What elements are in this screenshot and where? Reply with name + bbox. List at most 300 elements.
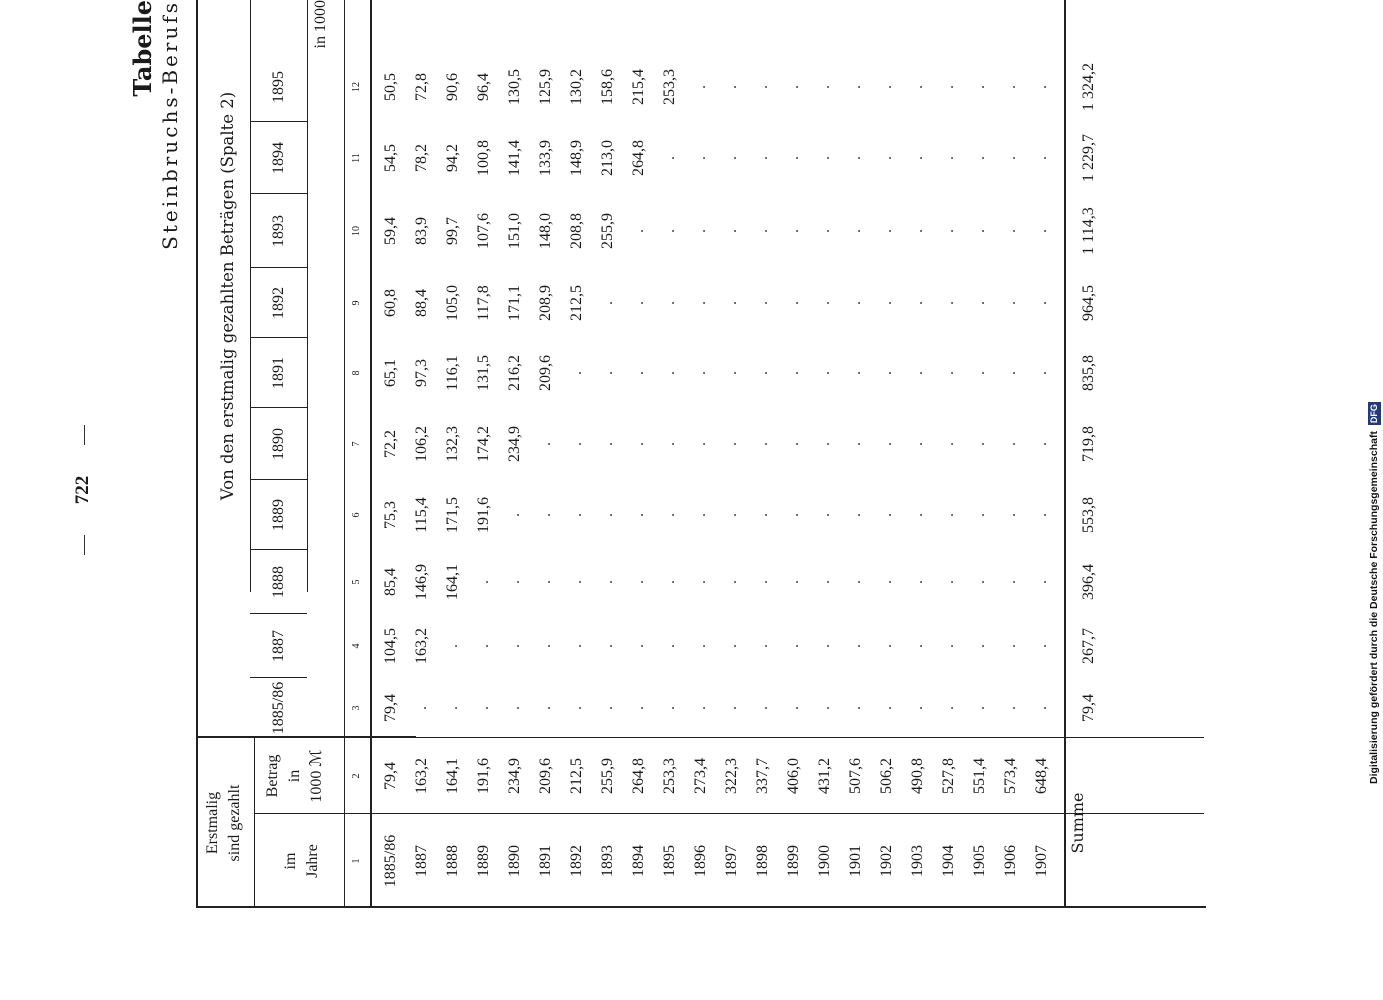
- empty-cell-dot: .: [940, 301, 957, 305]
- row-amount: 209,6: [537, 758, 554, 794]
- table-cell: 60,8: [382, 289, 399, 317]
- empty-cell-dot: .: [630, 229, 647, 233]
- empty-cell-dot: .: [537, 442, 554, 446]
- empty-cell-dot: .: [599, 513, 616, 517]
- row-year: 1899: [785, 845, 802, 877]
- table-cell: 208,9: [537, 285, 554, 321]
- table-cell: 100,8: [475, 140, 492, 176]
- table-cell: 97,3: [413, 359, 430, 387]
- year-column-rule: [250, 193, 307, 194]
- row-year: 1897: [723, 845, 740, 877]
- empty-cell-dot: .: [661, 442, 678, 446]
- empty-cell-dot: .: [692, 644, 709, 648]
- row-amount: 506,2: [878, 758, 895, 794]
- header-erstmalig: Erstmalig: [204, 791, 221, 855]
- table-cell: 208,8: [568, 213, 585, 249]
- row-amount: 431,2: [816, 758, 833, 794]
- empty-cell-dot: .: [568, 513, 585, 517]
- empty-cell-dot: .: [692, 706, 709, 710]
- empty-cell-dot: .: [1033, 301, 1050, 305]
- header-in: in: [286, 769, 303, 783]
- table-cell: 96,4: [475, 73, 492, 101]
- column-number: 9: [351, 300, 362, 306]
- row-year: 1901: [847, 845, 864, 877]
- empty-cell-dot: .: [1002, 580, 1019, 584]
- empty-cell-dot: .: [568, 706, 585, 710]
- table-cell: 65,1: [382, 359, 399, 387]
- table-cell: 255,9: [599, 213, 616, 249]
- year-column-rule: [250, 121, 307, 122]
- empty-cell-dot: .: [537, 513, 554, 517]
- empty-cell-dot: .: [537, 644, 554, 648]
- column-number: 10: [351, 226, 362, 236]
- empty-cell-dot: .: [413, 706, 430, 710]
- row-amount: 253,3: [661, 758, 678, 794]
- row-year: 1891: [537, 845, 554, 877]
- empty-cell-dot: .: [568, 580, 585, 584]
- empty-cell-dot: .: [475, 580, 492, 584]
- row-year: 1900: [816, 845, 833, 877]
- row-year: 1907: [1033, 845, 1050, 877]
- row-year: 1894: [630, 845, 647, 877]
- sum-cell: 553,8: [1080, 497, 1097, 533]
- empty-cell-dot: .: [940, 229, 957, 233]
- empty-cell-dot: .: [847, 156, 864, 160]
- row-year: 1892: [568, 845, 585, 877]
- empty-cell-dot: .: [878, 580, 895, 584]
- empty-cell-dot: .: [1002, 301, 1019, 305]
- empty-cell-dot: .: [1033, 229, 1050, 233]
- empty-cell-dot: .: [785, 513, 802, 517]
- empty-cell-dot: .: [692, 301, 709, 305]
- empty-cell-dot: .: [568, 371, 585, 375]
- empty-cell-dot: .: [847, 644, 864, 648]
- row-amount: 573,4: [1002, 758, 1019, 794]
- empty-cell-dot: .: [847, 706, 864, 710]
- row-amount: 490,8: [909, 758, 926, 794]
- empty-cell-dot: .: [878, 85, 895, 89]
- table-cell: 130,2: [568, 69, 585, 105]
- row-year: 1898: [754, 845, 771, 877]
- table-cell: 130,5: [506, 69, 523, 105]
- dfg-note-text: Digitalisierung gefördert durch die Deutsche Forschungsgemeinschaft: [1368, 431, 1380, 784]
- empty-cell-dot: .: [847, 85, 864, 89]
- empty-cell-dot: .: [971, 580, 988, 584]
- empty-cell-dot: .: [878, 706, 895, 710]
- table-subtitle: Steinbruchs-Berufs: [158, 0, 182, 250]
- table-cell: 141,4: [506, 140, 523, 176]
- empty-cell-dot: .: [816, 513, 833, 517]
- row-year: 1905: [971, 845, 988, 877]
- table-top-rule: [196, 0, 198, 908]
- row-year: 1904: [940, 845, 957, 877]
- year-column-header: 1894: [270, 142, 287, 174]
- empty-cell-dot: .: [971, 644, 988, 648]
- table-cell: 133,9: [537, 140, 554, 176]
- row-amount: 551,4: [971, 758, 988, 794]
- table-cell: 72,2: [382, 430, 399, 458]
- table-cell: 59,4: [382, 217, 399, 245]
- table-cell: 115,4: [413, 497, 430, 533]
- table-cell: 125,9: [537, 69, 554, 105]
- sum-cell: 1 229,7: [1080, 134, 1097, 182]
- empty-cell-dot: .: [940, 513, 957, 517]
- empty-cell-dot: .: [506, 580, 523, 584]
- column-number: 2: [351, 773, 362, 779]
- empty-cell-dot: .: [723, 580, 740, 584]
- empty-cell-dot: .: [971, 85, 988, 89]
- year-column-header: 1891: [270, 357, 287, 389]
- empty-cell-dot: .: [506, 644, 523, 648]
- empty-cell-dot: .: [785, 644, 802, 648]
- header-jahre: Jahre: [304, 844, 321, 878]
- empty-cell-dot: .: [1033, 513, 1050, 517]
- empty-cell-dot: .: [816, 156, 833, 160]
- empty-cell-dot: .: [475, 644, 492, 648]
- row-amount: 163,2: [413, 758, 430, 794]
- table-cell: 85,4: [382, 568, 399, 596]
- empty-cell-dot: .: [847, 371, 864, 375]
- empty-cell-dot: .: [909, 580, 926, 584]
- empty-cell-dot: .: [1002, 644, 1019, 648]
- empty-cell-dot: .: [816, 229, 833, 233]
- table-cell: 83,9: [413, 217, 430, 245]
- row-year: 1893: [599, 845, 616, 877]
- empty-cell-dot: .: [630, 513, 647, 517]
- row-year: 1903: [909, 845, 926, 877]
- sum-cell: 719,8: [1080, 426, 1097, 462]
- empty-cell-dot: .: [754, 442, 771, 446]
- empty-cell-dot: .: [785, 580, 802, 584]
- empty-cell-dot: .: [1002, 442, 1019, 446]
- table-cell: 151,0: [506, 213, 523, 249]
- empty-cell-dot: .: [1002, 85, 1019, 89]
- table-cell: 131,5: [475, 355, 492, 391]
- table-cell: 171,5: [444, 497, 461, 533]
- sum-cell: 267,7: [1080, 628, 1097, 664]
- table-cell: 234,9: [506, 426, 523, 462]
- row-amount: 255,9: [599, 758, 616, 794]
- row-amount: 191,6: [475, 758, 492, 794]
- page-number-dash-left: [84, 535, 85, 555]
- empty-cell-dot: .: [723, 442, 740, 446]
- empty-cell-dot: .: [723, 156, 740, 160]
- empty-cell-dot: .: [661, 513, 678, 517]
- empty-cell-dot: .: [878, 371, 895, 375]
- empty-cell-dot: .: [723, 706, 740, 710]
- year-column-header: 1895: [270, 71, 287, 103]
- empty-cell-dot: .: [878, 156, 895, 160]
- empty-cell-dot: .: [723, 229, 740, 233]
- empty-cell-dot: .: [754, 85, 771, 89]
- empty-cell-dot: .: [816, 442, 833, 446]
- year-header-bottom-rule: [307, 0, 308, 592]
- table-cell: 215,4: [630, 69, 647, 105]
- table-cell: 105,0: [444, 285, 461, 321]
- empty-cell-dot: .: [692, 580, 709, 584]
- row-year: 1885/86: [382, 834, 399, 888]
- empty-cell-dot: .: [878, 442, 895, 446]
- sum-cell: 1 114,3: [1080, 207, 1097, 255]
- row-amount: 79,4: [382, 762, 399, 790]
- empty-cell-dot: .: [940, 442, 957, 446]
- empty-cell-dot: .: [506, 706, 523, 710]
- year-column-header: 1885/86: [270, 681, 287, 735]
- column-number: 12: [351, 82, 362, 92]
- empty-cell-dot: .: [878, 513, 895, 517]
- empty-cell-dot: .: [1033, 644, 1050, 648]
- column-number: 7: [351, 441, 362, 447]
- empty-cell-dot: .: [878, 301, 895, 305]
- empty-cell-dot: .: [909, 706, 926, 710]
- empty-cell-dot: .: [1002, 156, 1019, 160]
- empty-cell-dot: .: [599, 644, 616, 648]
- year-column-rule: [250, 407, 307, 408]
- empty-cell-dot: .: [630, 301, 647, 305]
- empty-cell-dot: .: [940, 644, 957, 648]
- empty-cell-dot: .: [754, 371, 771, 375]
- empty-cell-dot: .: [661, 156, 678, 160]
- empty-cell-dot: .: [661, 301, 678, 305]
- table-cell: 148,0: [537, 213, 554, 249]
- table-cell: 78,2: [413, 144, 430, 172]
- sum-top-rule: [1064, 0, 1066, 908]
- sum-cell: 1 324,2: [1080, 63, 1097, 111]
- sum-cell: 964,5: [1080, 285, 1097, 321]
- table-cell: 50,5: [382, 73, 399, 101]
- empty-cell-dot: .: [1033, 85, 1050, 89]
- table-cell: 164,1: [444, 564, 461, 600]
- empty-cell-dot: .: [909, 301, 926, 305]
- table-cell: 264,8: [630, 140, 647, 176]
- table-cell: 171,1: [506, 285, 523, 321]
- year-column-rule: [250, 267, 307, 268]
- year-column-header: 1889: [270, 499, 287, 531]
- empty-cell-dot: .: [723, 644, 740, 648]
- empty-cell-dot: .: [754, 644, 771, 648]
- empty-cell-dot: .: [878, 229, 895, 233]
- empty-cell-dot: .: [599, 580, 616, 584]
- empty-cell-dot: .: [909, 371, 926, 375]
- column-number: 4: [351, 643, 362, 649]
- empty-cell-dot: .: [692, 229, 709, 233]
- table-cell: 213,0: [599, 140, 616, 176]
- year-header-top-rule: [250, 0, 251, 592]
- empty-cell-dot: .: [816, 301, 833, 305]
- empty-cell-dot: .: [723, 85, 740, 89]
- empty-cell-dot: .: [475, 706, 492, 710]
- empty-cell-dot: .: [940, 371, 957, 375]
- column-number: 3: [351, 705, 362, 711]
- empty-cell-dot: .: [940, 706, 957, 710]
- year-column-header: 1888: [270, 566, 287, 598]
- empty-cell-dot: .: [692, 371, 709, 375]
- table-cell: 94,2: [444, 144, 461, 172]
- empty-cell-dot: .: [599, 371, 616, 375]
- header-bottom-rule: [370, 0, 372, 908]
- header-sind-gezahlt: sind gezahlt: [226, 784, 243, 862]
- empty-cell-dot: .: [599, 706, 616, 710]
- empty-cell-dot: .: [754, 580, 771, 584]
- table-cell: 75,3: [382, 501, 399, 529]
- table-cell: 174,2: [475, 426, 492, 462]
- table-cell: 116,1: [444, 355, 461, 391]
- empty-cell-dot: .: [909, 442, 926, 446]
- empty-cell-dot: .: [1002, 371, 1019, 375]
- empty-cell-dot: .: [909, 156, 926, 160]
- empty-cell-dot: .: [692, 85, 709, 89]
- row-amount: 507,6: [847, 758, 864, 794]
- table-cell: 158,6: [599, 69, 616, 105]
- empty-cell-dot: .: [1033, 442, 1050, 446]
- row-year: 1902: [878, 845, 895, 877]
- table-cell: 117,8: [475, 285, 492, 321]
- empty-cell-dot: .: [1002, 229, 1019, 233]
- column-number: 1: [351, 858, 362, 864]
- table-cell: 163,2: [413, 628, 430, 664]
- empty-cell-dot: .: [785, 371, 802, 375]
- empty-cell-dot: .: [444, 644, 461, 648]
- table-title: Tabelle: [128, 0, 157, 97]
- empty-cell-dot: .: [661, 706, 678, 710]
- row-amount: 322,3: [723, 758, 740, 794]
- year-column-rule: [250, 479, 307, 480]
- table-cell: 54,5: [382, 144, 399, 172]
- empty-cell-dot: .: [940, 156, 957, 160]
- table-cell: 216,2: [506, 355, 523, 391]
- empty-cell-dot: .: [630, 371, 647, 375]
- table-cell: 209,6: [537, 355, 554, 391]
- column-number: 5: [351, 579, 362, 585]
- table-cell: 106,2: [413, 426, 430, 462]
- empty-cell-dot: .: [847, 513, 864, 517]
- row-year: 1896: [692, 845, 709, 877]
- table-cell: 88,4: [413, 289, 430, 317]
- empty-cell-dot: .: [754, 229, 771, 233]
- sum-cell: 835,8: [1080, 355, 1097, 391]
- row-year: 1889: [475, 845, 492, 877]
- column-number: 8: [351, 370, 362, 376]
- row-amount: 264,8: [630, 758, 647, 794]
- row-amount: 406,0: [785, 758, 802, 794]
- table-cell: 146,9: [413, 564, 430, 600]
- year-column-header: 1890: [270, 428, 287, 460]
- year-column-rule: [250, 549, 307, 550]
- row-amount: 234,9: [506, 758, 523, 794]
- empty-cell-dot: .: [909, 644, 926, 648]
- empty-cell-dot: .: [971, 156, 988, 160]
- column-number-rule: [344, 0, 345, 908]
- empty-cell-dot: .: [630, 706, 647, 710]
- empty-cell-dot: .: [661, 229, 678, 233]
- left-header-rule: [254, 738, 255, 908]
- empty-cell-dot: .: [506, 513, 523, 517]
- empty-cell-dot: .: [630, 644, 647, 648]
- empty-cell-dot: .: [630, 442, 647, 446]
- empty-cell-dot: .: [816, 706, 833, 710]
- group-header: Von den erstmalig gezahlten Beträgen (Spalte 2): [218, 91, 237, 501]
- empty-cell-dot: .: [537, 580, 554, 584]
- empty-cell-dot: .: [1002, 513, 1019, 517]
- page-number-dash-right: [84, 425, 85, 445]
- empty-cell-dot: .: [661, 580, 678, 584]
- unit-note: in 1000: [312, 0, 329, 49]
- header-betrag: Betrag: [264, 754, 281, 798]
- row-amount: 212,5: [568, 758, 585, 794]
- sum-cell: 79,4: [1080, 694, 1097, 722]
- empty-cell-dot: .: [754, 301, 771, 305]
- empty-cell-dot: .: [1033, 371, 1050, 375]
- empty-cell-dot: .: [661, 371, 678, 375]
- row-amount: 337,7: [754, 758, 771, 794]
- row-year: 1890: [506, 845, 523, 877]
- row-year: 1888: [444, 845, 461, 877]
- empty-cell-dot: .: [568, 644, 585, 648]
- empty-cell-dot: .: [909, 229, 926, 233]
- empty-cell-dot: .: [723, 513, 740, 517]
- dfg-logo: DFG: [1369, 404, 1379, 424]
- table-cell: 72,8: [413, 73, 430, 101]
- row-year: 1906: [1002, 845, 1019, 877]
- empty-cell-dot: .: [1033, 706, 1050, 710]
- empty-cell-dot: .: [971, 301, 988, 305]
- empty-cell-dot: .: [971, 371, 988, 375]
- table-cell: 148,9: [568, 140, 585, 176]
- empty-cell-dot: .: [847, 229, 864, 233]
- empty-cell-dot: .: [816, 644, 833, 648]
- empty-cell-dot: .: [692, 442, 709, 446]
- empty-cell-dot: .: [1002, 706, 1019, 710]
- row-amount: 273,4: [692, 758, 709, 794]
- empty-cell-dot: .: [444, 706, 461, 710]
- sum-cell: 396,4: [1080, 564, 1097, 600]
- empty-cell-dot: .: [940, 85, 957, 89]
- empty-cell-dot: .: [599, 301, 616, 305]
- year-column-rule: [250, 677, 307, 678]
- table-cell: 107,6: [475, 213, 492, 249]
- column-number: 6: [351, 512, 362, 518]
- empty-cell-dot: .: [816, 85, 833, 89]
- empty-cell-dot: .: [847, 301, 864, 305]
- row-amount: 648,4: [1033, 758, 1050, 794]
- year-column-rule: [250, 613, 307, 614]
- empty-cell-dot: .: [785, 156, 802, 160]
- empty-cell-dot: .: [785, 85, 802, 89]
- table-cell: 132,3: [444, 426, 461, 462]
- empty-cell-dot: .: [847, 442, 864, 446]
- header-im: im: [282, 852, 299, 870]
- empty-cell-dot: .: [785, 442, 802, 446]
- empty-cell-dot: .: [971, 442, 988, 446]
- empty-cell-dot: .: [692, 156, 709, 160]
- empty-cell-dot: .: [909, 513, 926, 517]
- year-column-header: 1887: [270, 630, 287, 662]
- table-cell: 212,5: [568, 285, 585, 321]
- empty-cell-dot: .: [630, 580, 647, 584]
- empty-cell-dot: .: [785, 229, 802, 233]
- empty-cell-dot: .: [816, 371, 833, 375]
- year-column-rule: [250, 337, 307, 338]
- empty-cell-dot: .: [754, 513, 771, 517]
- page-number: 722: [72, 475, 93, 505]
- dfg-side-note: [1366, 392, 1383, 784]
- empty-cell-dot: .: [971, 229, 988, 233]
- table-cell: 104,5: [382, 628, 399, 664]
- empty-cell-dot: .: [723, 371, 740, 375]
- empty-cell-dot: .: [847, 580, 864, 584]
- row-amount: 164,1: [444, 758, 461, 794]
- empty-cell-dot: .: [971, 706, 988, 710]
